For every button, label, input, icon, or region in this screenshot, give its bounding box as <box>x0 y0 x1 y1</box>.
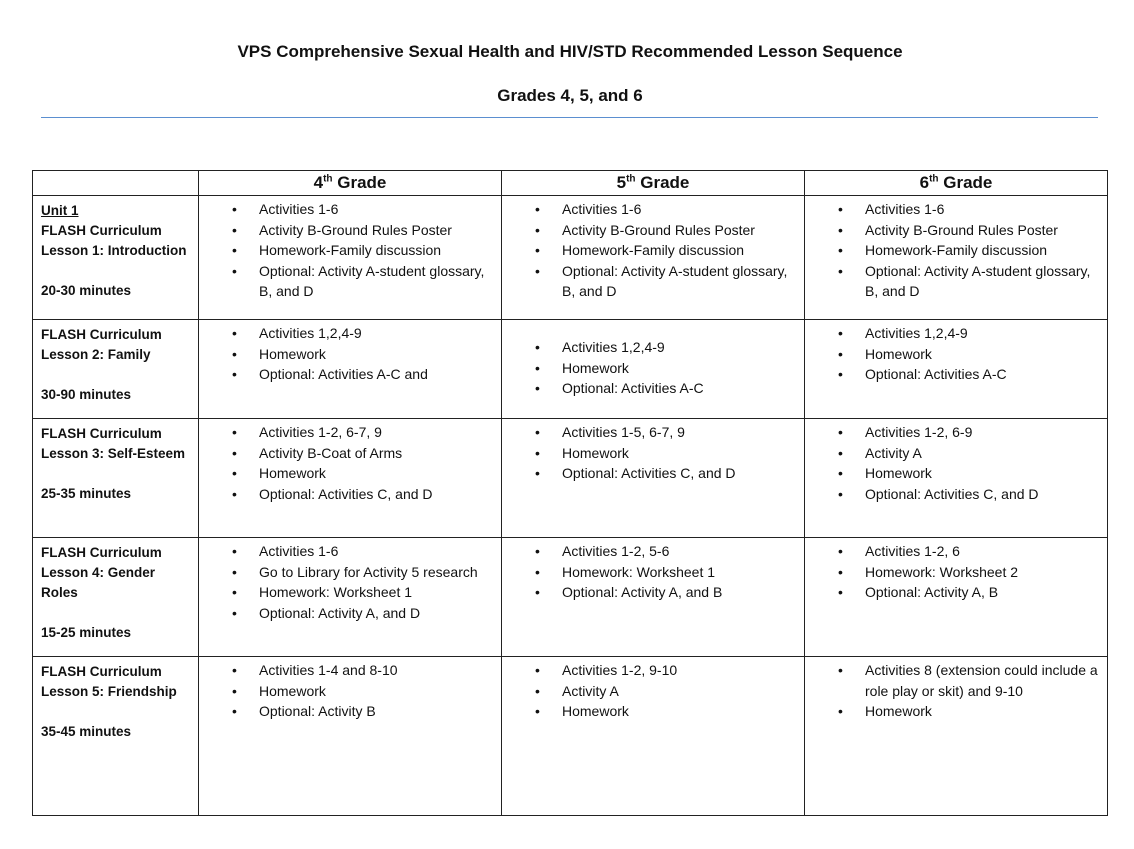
activity-list <box>502 657 804 722</box>
grade-4-cell <box>199 196 502 320</box>
document-title: VPS Comprehensive Sexual Health and HIV/STD Recommended Lesson Sequence <box>237 42 903 61</box>
header-grade-suffix: th <box>626 173 636 185</box>
grade-4-cell <box>199 538 502 657</box>
lesson-cell <box>33 538 199 657</box>
grade-6-cell <box>805 196 1108 320</box>
curriculum-label: FLASH Curriculum <box>41 223 162 238</box>
document-subtitle: Grades 4, 5, and 6 <box>497 86 643 105</box>
activity-item: • Activities 1-6 <box>562 199 800 220</box>
header-grade-label: Grade <box>332 173 387 192</box>
header-grade-6 <box>805 171 1108 196</box>
duration-label: 15-25 minutes <box>41 625 132 640</box>
activity-item: • Activities 1-6 <box>259 199 497 220</box>
header-grade-5 <box>502 171 805 196</box>
activity-list <box>805 196 1107 302</box>
header-lesson-blank <box>33 171 199 196</box>
activity-item: • Activities 1-6 <box>259 541 497 562</box>
activity-item: • Homework-Family discussion <box>259 240 497 261</box>
activity-item: • Optional: Activity A, B <box>865 582 1103 603</box>
title-divider <box>41 117 1098 118</box>
activity-item: • Homework <box>259 344 497 365</box>
activity-item: • Activities 1-2, 5-6 <box>562 541 800 562</box>
header-grade-number: 6 <box>919 173 930 192</box>
duration-label: 35-45 minutes <box>41 724 132 739</box>
activity-item: • Go to Library for Activity 5 research <box>259 562 497 583</box>
activity-item: • Optional: Activity A-student glossary, B, and D <box>259 261 497 302</box>
activity-list <box>502 196 804 302</box>
activity-item: • Activity A <box>865 443 1103 464</box>
activity-item: • Activity B-Coat of Arms <box>259 443 497 464</box>
lesson-cell <box>33 196 199 320</box>
activity-item: • Activities 1-5, 6-7, 9 <box>562 422 800 443</box>
activity-item: • Optional: Activity B <box>259 701 497 722</box>
curriculum-label: FLASH Curriculum <box>41 664 162 679</box>
header-grade-number: 4 <box>313 173 324 192</box>
activity-item: • Activities 1-6 <box>865 199 1103 220</box>
grade-6-cell <box>805 419 1108 538</box>
curriculum-label: FLASH Curriculum <box>41 545 162 560</box>
activity-item: • Optional: Activities A-C <box>562 378 800 399</box>
activity-list <box>805 538 1107 603</box>
activity-list <box>805 657 1107 722</box>
grade-6-cell <box>805 320 1108 419</box>
activity-item: • Activities 1-2, 9-10 <box>562 660 800 681</box>
activity-item: • Activities 1-2, 6 <box>865 541 1103 562</box>
grade-4-cell <box>199 320 502 419</box>
lesson-label: Lesson 2: Family <box>41 347 151 362</box>
activity-list <box>199 196 501 302</box>
lesson-label: Lesson 5: Friendship <box>41 684 177 699</box>
activity-item: • Homework <box>562 701 800 722</box>
table-row-lesson-4 <box>33 538 1108 657</box>
activity-item: • Homework: Worksheet 2 <box>865 562 1103 583</box>
activity-item: • Homework-Family discussion <box>562 240 800 261</box>
header-grade-number: 5 <box>616 173 627 192</box>
activity-list <box>199 538 501 623</box>
table-header-row <box>33 171 1108 196</box>
grade-5-cell <box>502 320 805 419</box>
lesson-label: Lesson 3: Self-Esteem <box>41 446 186 461</box>
grade-5-cell <box>502 657 805 816</box>
activity-item: • Homework <box>562 443 800 464</box>
header-grade-label: Grade <box>938 173 993 192</box>
activity-item: • Optional: Activity A, and B <box>562 582 800 603</box>
lesson-label: Lesson 4: Gender Roles <box>41 565 156 600</box>
grade-5-cell <box>502 419 805 538</box>
activity-list <box>502 538 804 603</box>
duration-label: 30-90 minutes <box>41 387 132 402</box>
duration-label: 25-35 minutes <box>41 486 132 501</box>
lesson-label: Lesson 1: Introduction <box>41 243 187 258</box>
table-row-lesson-3 <box>33 419 1108 538</box>
activity-item: • Activity A <box>562 681 800 702</box>
activity-item: • Activities 1-2, 6-9 <box>865 422 1103 443</box>
activity-item: • Activity B-Ground Rules Poster <box>259 220 497 241</box>
activity-item: • Optional: Activities A-C <box>865 364 1103 385</box>
grade-5-cell <box>502 538 805 657</box>
activity-item: • Activities 1,2,4-9 <box>562 337 800 358</box>
header-grade-label: Grade <box>635 173 690 192</box>
activity-item: • Activities 1,2,4-9 <box>259 323 497 344</box>
grade-4-cell <box>199 419 502 538</box>
activity-item: • Optional: Activities A-C and <box>259 364 497 385</box>
activity-list <box>199 419 501 504</box>
activity-item: • Activity B-Ground Rules Poster <box>562 220 800 241</box>
unit-label: Unit 1 <box>41 203 79 218</box>
activity-list <box>805 320 1107 385</box>
activity-item: • Homework <box>562 358 800 379</box>
activity-list <box>199 320 501 385</box>
duration-label: 20-30 minutes <box>41 283 132 298</box>
grade-6-cell <box>805 538 1108 657</box>
activity-item: • Homework <box>865 463 1103 484</box>
lesson-cell <box>33 320 199 419</box>
activity-list <box>502 320 804 399</box>
header-grade-suffix: th <box>323 173 333 185</box>
activity-list <box>199 657 501 722</box>
header-grade-suffix: th <box>929 173 939 185</box>
activity-item: • Optional: Activities C, and D <box>562 463 800 484</box>
activity-item: • Homework <box>259 681 497 702</box>
grade-4-cell <box>199 657 502 816</box>
activity-item: • Activities 1-2, 6-7, 9 <box>259 422 497 443</box>
activity-item: • Optional: Activity A-student glossary, B, and D <box>865 261 1103 302</box>
activity-item: • Activities 1,2,4-9 <box>865 323 1103 344</box>
activity-item: • Activities 1-4 and 8-10 <box>259 660 497 681</box>
activity-item: • Homework-Family discussion <box>865 240 1103 261</box>
grade-5-cell <box>502 196 805 320</box>
table-row-lesson-1 <box>33 196 1108 320</box>
table-row-lesson-5 <box>33 657 1108 816</box>
activity-item: • Activities 8 (extension could include a role play or skit) and 9-10 <box>865 660 1103 701</box>
curriculum-label: FLASH Curriculum <box>41 426 162 441</box>
table-row-lesson-2 <box>33 320 1108 419</box>
header-grade-4 <box>199 171 502 196</box>
lesson-cell <box>33 419 199 538</box>
activity-item: • Homework <box>865 701 1103 722</box>
activity-list <box>805 419 1107 504</box>
activity-item: • Optional: Activity A-student glossary, B, and D <box>562 261 800 302</box>
activity-item: • Homework <box>865 344 1103 365</box>
grade-6-cell <box>805 657 1108 816</box>
curriculum-label: FLASH Curriculum <box>41 327 162 342</box>
activity-item: • Homework: Worksheet 1 <box>259 582 497 603</box>
activity-item: • Optional: Activity A, and D <box>259 603 497 624</box>
activity-item: • Optional: Activities C, and D <box>259 484 497 505</box>
activity-item: • Optional: Activities C, and D <box>865 484 1103 505</box>
activity-list <box>502 419 804 484</box>
lesson-sequence-table <box>32 170 1108 816</box>
activity-item: • Activity B-Ground Rules Poster <box>865 220 1103 241</box>
activity-item: • Homework <box>259 463 497 484</box>
lesson-cell <box>33 657 199 816</box>
activity-item: • Homework: Worksheet 1 <box>562 562 800 583</box>
